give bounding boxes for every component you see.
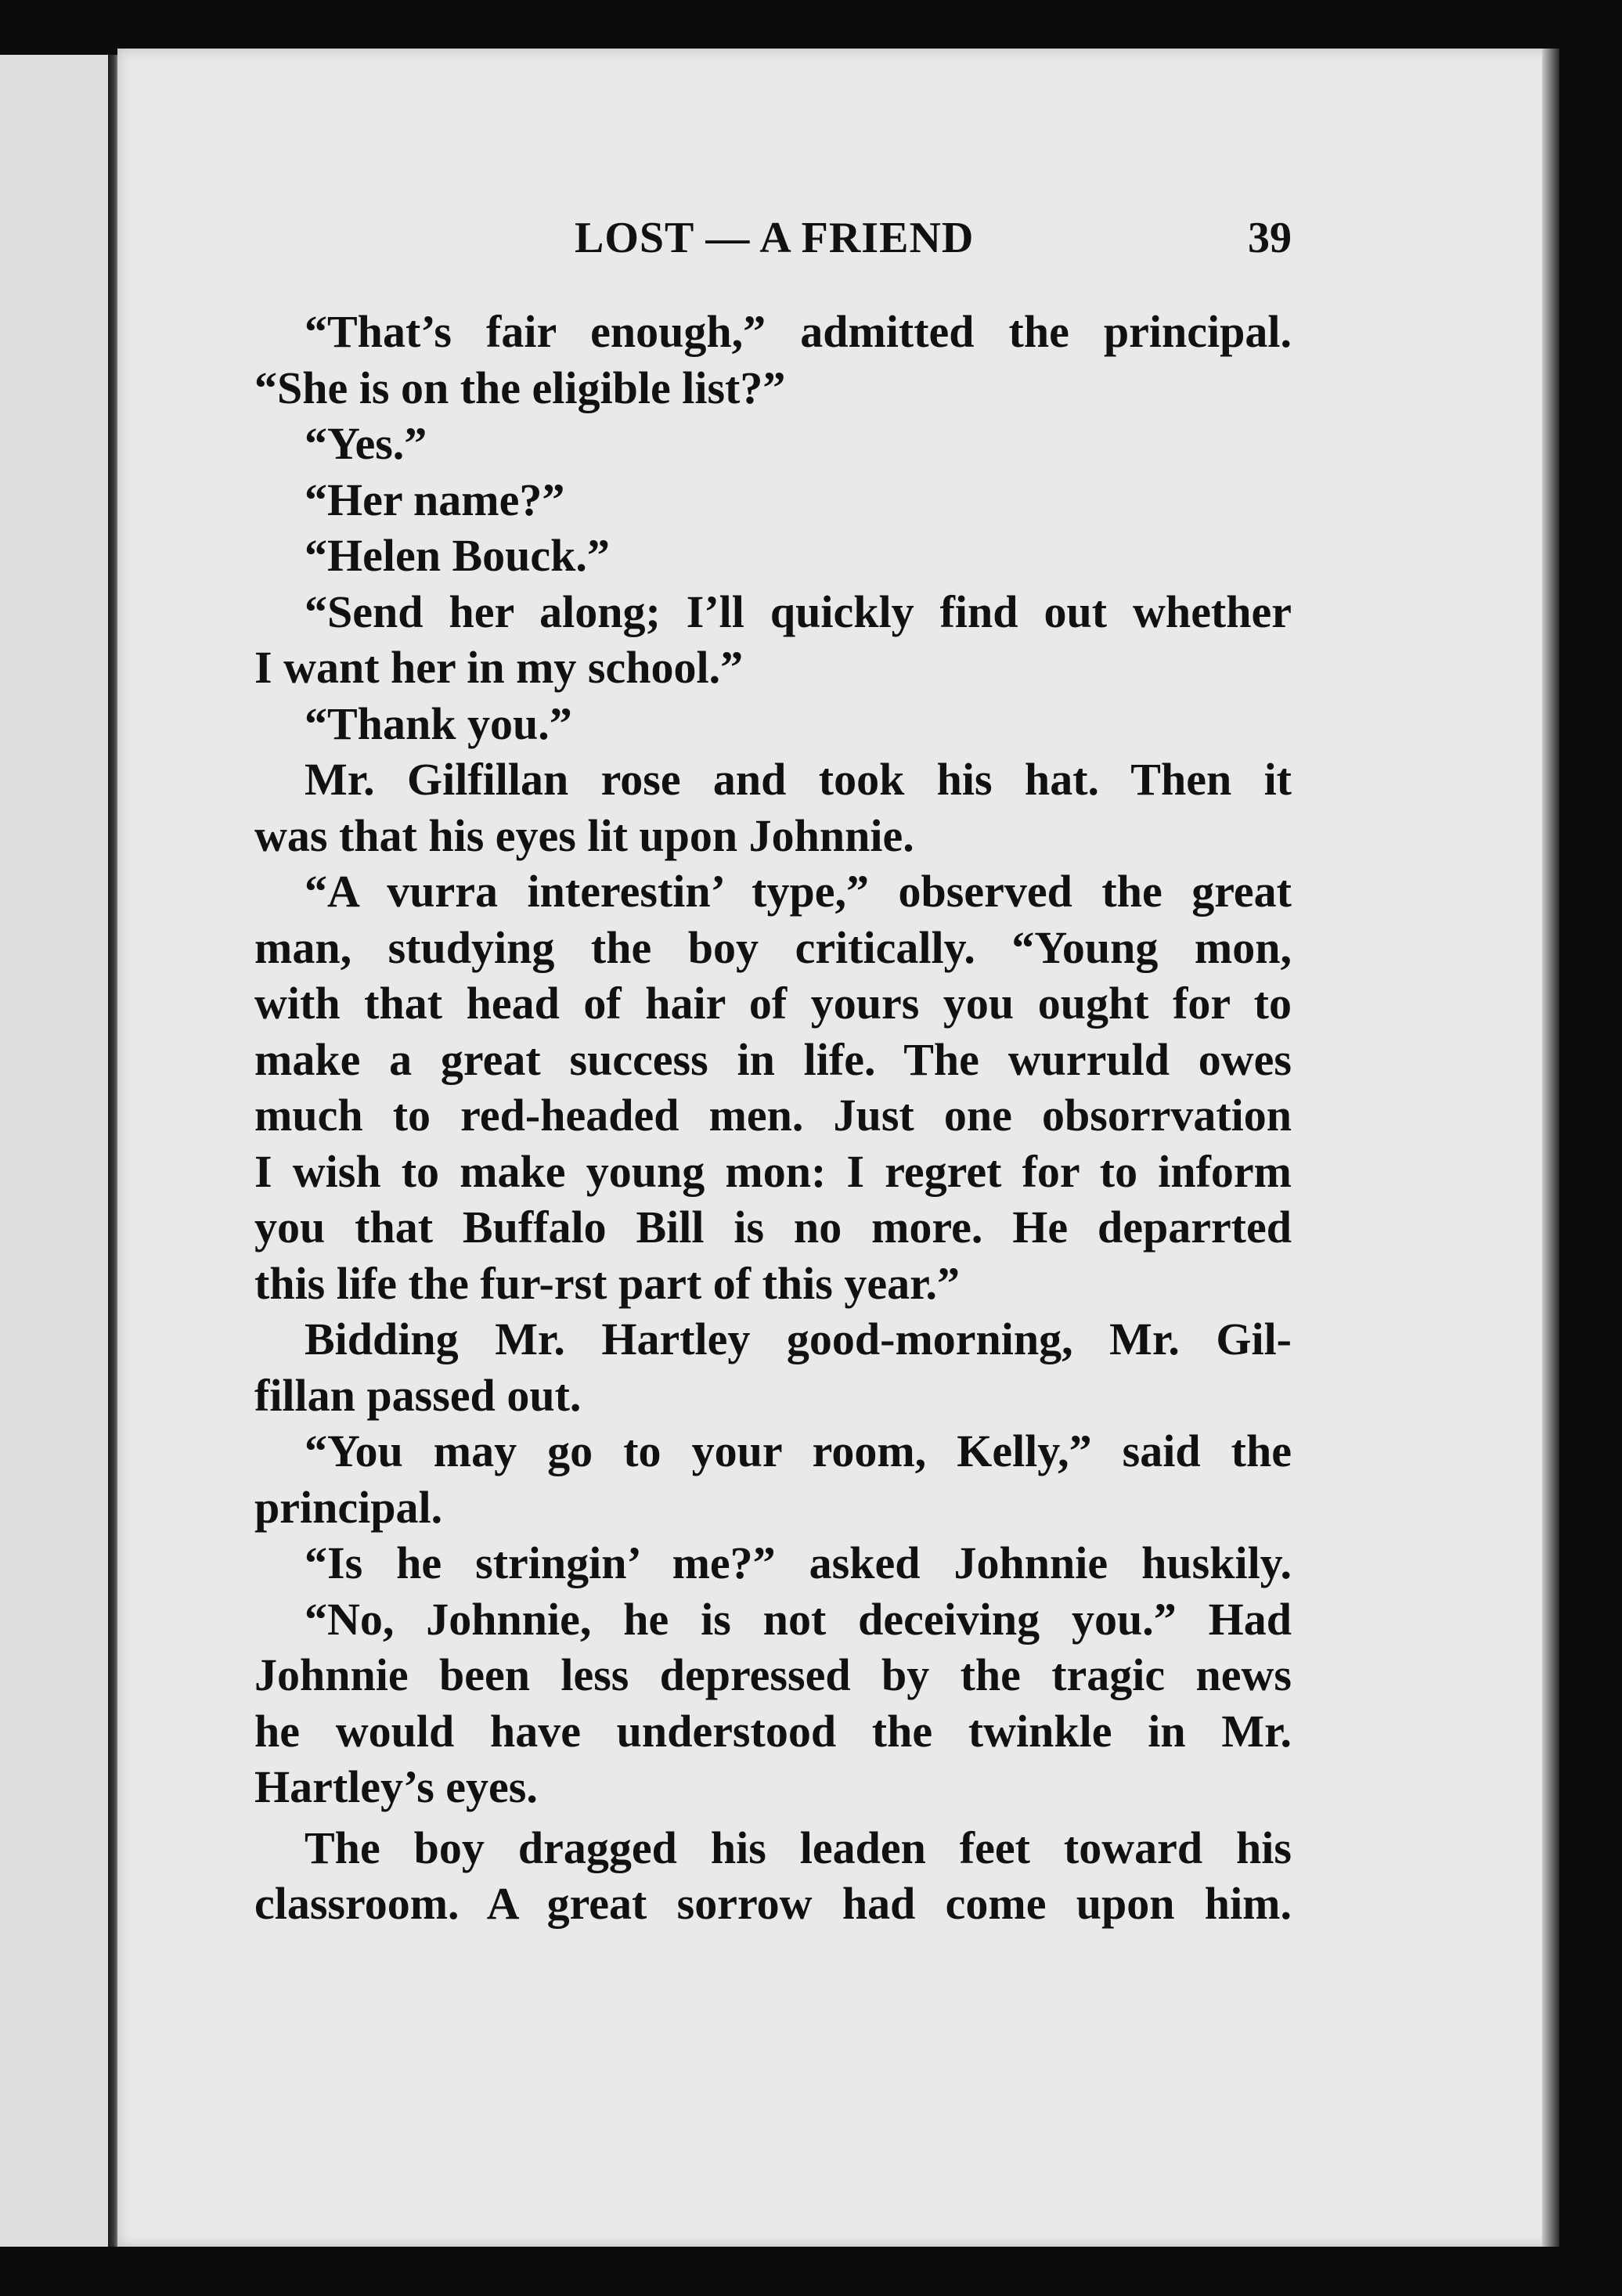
text-line: “You may go to your room, Kelly,” said the [305, 1426, 1292, 1476]
text-line: Bidding Mr. Hartley good-morning, Mr. Gil- [305, 1314, 1292, 1364]
running-head [258, 213, 1292, 283]
text-line: fillan passed out. [254, 1369, 582, 1421]
text-line: principal. [254, 1481, 443, 1533]
text-line: “No, Johnnie, he is not deceiving you.” Had [305, 1593, 1292, 1645]
text-line: “Her name?” [305, 474, 565, 525]
text-line: much to red-headed men. Just one obsorrvation [254, 1090, 1292, 1141]
text-line: “Yes.” [305, 418, 427, 469]
text-line: “Thank you.” [305, 697, 572, 749]
text-line: “Send her along; I’ll quickly find out whether [305, 586, 1292, 637]
text-line: was that his eyes lit upon Johnnie. [254, 809, 914, 861]
text-line: classroom. A great sorrow had come upon him. [254, 1878, 1292, 1929]
text-line: Johnnie been less depressed by the tragic news [254, 1649, 1292, 1700]
text-line: Mr. Gilfillan rose and took his hat. Then it [305, 754, 1292, 805]
facing-page-edge [0, 55, 117, 2247]
text-line: The boy dragged his leaden feet toward his [305, 1822, 1292, 1873]
text-line: this life the fur-rst part of this year.” [254, 1257, 961, 1309]
text-line: “That’s fair enough,” admitted the principal. [305, 306, 1292, 357]
text-line: I want her in my school.” [254, 642, 744, 693]
text-line: Hartley’s eyes. [254, 1761, 538, 1812]
text-line: “Is he stringin’ me?” asked Johnnie huskily. [305, 1537, 1292, 1588]
running-head-title: LOST — A FRIEND [575, 214, 975, 262]
text-line: with that head of hair of yours you ought for to [254, 978, 1292, 1029]
text-line: he would have understood the twinkle in Mr. [254, 1705, 1292, 1757]
text-line: I wish to make young mon: I regret for to inform [254, 1145, 1292, 1197]
text-line: make a great success in life. The wurruld owes [254, 1033, 1292, 1085]
page-number: 39 [1248, 214, 1292, 262]
page-edge-shadow [1542, 49, 1559, 2247]
body-text [254, 304, 1292, 1932]
text-line: “A vurra interestin’ type,” observed the great [305, 866, 1292, 917]
text-line: “She is on the eligible list?” [254, 362, 786, 413]
text-line: man, studying the boy critically. “Young mon, [254, 921, 1292, 973]
text-line: you that Buffalo Bill is no more. He deparrted [254, 1202, 1292, 1253]
text-line: “Helen Bouck.” [305, 530, 610, 581]
